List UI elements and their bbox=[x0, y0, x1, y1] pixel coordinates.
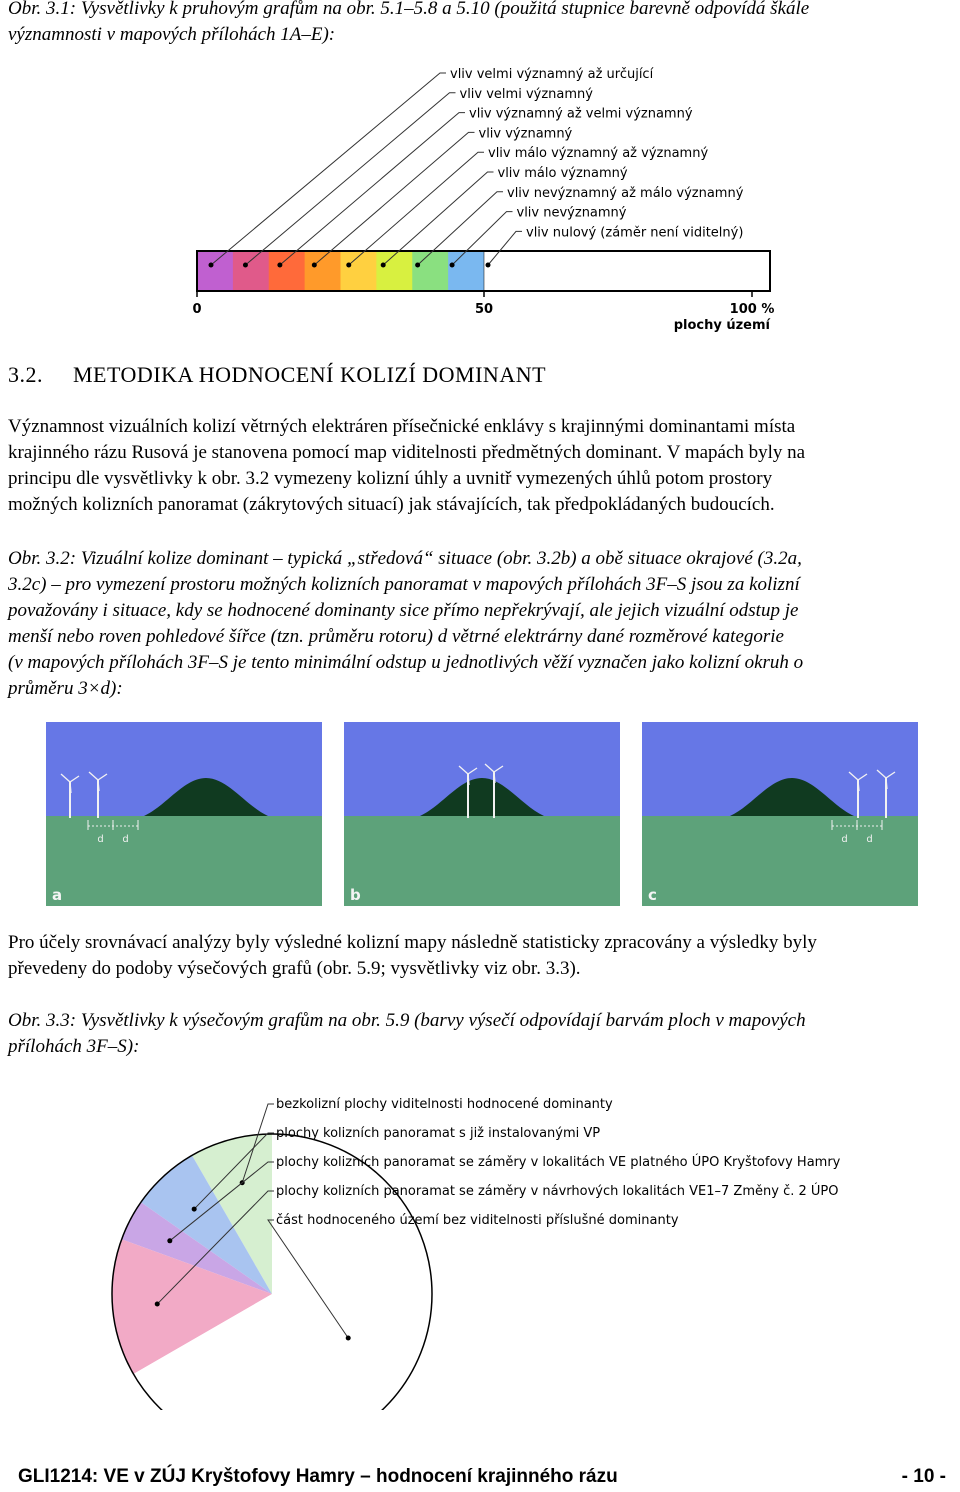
legend-label: vliv nevýznamný bbox=[516, 205, 627, 221]
leader-line bbox=[245, 93, 455, 265]
marker-dot bbox=[346, 1336, 351, 1341]
legend-label: vliv velmi významný bbox=[459, 86, 593, 102]
paragraph-1 bbox=[8, 414, 956, 518]
legend-label: vliv nulový (záměr není viditelný) bbox=[526, 225, 744, 241]
legend-label: část hodnoceného území bez viditelnosti příslušné dominanty bbox=[276, 1213, 679, 1228]
tick-label: 100 % bbox=[729, 302, 775, 317]
ground bbox=[344, 816, 620, 906]
paragraph-2 bbox=[8, 930, 956, 982]
panel-label: b bbox=[350, 886, 361, 904]
pie-legend-figure bbox=[0, 1080, 960, 1410]
leader-line bbox=[349, 152, 484, 265]
leader-line bbox=[211, 73, 446, 265]
legend-label: plochy kolizních panoramat se záměry v lokalitách VE platného ÚPO Kryštofovy Hamry bbox=[276, 1155, 841, 1170]
legend-label: vliv nevýznamný až málo významný bbox=[507, 185, 744, 201]
bar-segment bbox=[484, 251, 770, 291]
panel-b bbox=[344, 722, 620, 906]
marker-dot bbox=[312, 263, 317, 268]
d-label: d bbox=[866, 834, 873, 845]
marker-dot bbox=[381, 263, 386, 268]
marker-dot bbox=[486, 263, 491, 268]
text-line: Významnost vizuálních kolizí větrných elektráren přísečnické enklávy s krajinnými dominantami místa bbox=[8, 416, 796, 437]
ground bbox=[46, 816, 322, 906]
bar-segment bbox=[448, 251, 484, 291]
d-label: d bbox=[97, 834, 104, 845]
section-number: 3.2. bbox=[8, 362, 43, 387]
section-heading bbox=[8, 362, 546, 388]
axis-unit-label: plochy území bbox=[673, 318, 770, 333]
tick-label: 0 bbox=[192, 302, 202, 317]
leader-line bbox=[314, 132, 474, 265]
marker-dot bbox=[277, 263, 282, 268]
section-title: METODIKA HODNOCENÍ KOLIZÍ DOMINANT bbox=[73, 362, 547, 387]
text-line: Pro účely srovnávací analýzy byly výsledné kolizní mapy následně statisticky zpracovány a výsledky byly bbox=[8, 932, 817, 953]
text-line: převedeny do podoby výsečových grafů (obr. 5.9; vysvětlivky viz obr. 3.3). bbox=[8, 958, 581, 979]
bar-segment bbox=[197, 251, 233, 291]
caption-line: přílohách 3F–S): bbox=[8, 1036, 140, 1057]
caption-3-2 bbox=[8, 546, 956, 702]
marker-dot bbox=[450, 263, 455, 268]
legend-label: vliv málo významný bbox=[497, 166, 628, 181]
marker-dot bbox=[167, 1238, 172, 1243]
caption-3-3 bbox=[8, 1008, 956, 1060]
panel-label: a bbox=[52, 886, 63, 904]
tick-label: 50 bbox=[474, 302, 494, 317]
legend-label: vliv významný bbox=[478, 126, 573, 142]
bar-legend-figure bbox=[0, 55, 960, 345]
caption-line: považovány i situace, kdy se hodnocené dominanty sice přímo nepřekrývají, ale jejich vizuální odstup je bbox=[8, 600, 799, 621]
caption-line: (v mapových přílohách 3F–S je tento minimální odstup u jednotlivých věží vyznačen jako kolizní okruh o bbox=[8, 652, 804, 673]
panel-a bbox=[46, 722, 322, 906]
legend-label: plochy kolizních panoramat s již instalovanými VP bbox=[276, 1126, 601, 1141]
caption-3-1 bbox=[8, 0, 953, 48]
caption-line: 3.2c) – pro vymezení prostoru možných kolizních panoramat v mapových přílohách 3F–S jsou za kolizní bbox=[8, 574, 800, 595]
legend-label: vliv velmi významný až určující bbox=[450, 67, 654, 82]
panel-c bbox=[642, 722, 918, 906]
caption-line: Obr. 3.1: Vysvětlivky k pruhovým grafům na obr. 5.1–5.8 a 5.10 (použitá stupnice barevně odpovídá škále bbox=[8, 0, 810, 19]
marker-dot bbox=[346, 263, 351, 268]
caption-line: průměru 3×d): bbox=[8, 678, 123, 699]
page-number: - 10 - bbox=[901, 1466, 946, 1487]
bar-segment bbox=[341, 251, 377, 291]
marker-dot bbox=[209, 263, 214, 268]
marker-dot bbox=[155, 1302, 160, 1307]
marker-dot bbox=[415, 263, 420, 268]
bar-segment bbox=[412, 251, 448, 291]
legend-label: plochy kolizních panoramat se záměry v návrhových lokalitách VE1–7 Změny č. 2 ÚPO bbox=[276, 1184, 839, 1199]
caption-line: Obr. 3.3: Vysvětlivky k výsečovým grafům na obr. 5.9 (barvy výsečí odpovídají barvám ploch v mapových bbox=[8, 1010, 806, 1031]
text-line: krajinného rázu Rusová je stanovena pomocí map viditelnosti předmětných dominant. V mapách byly na bbox=[8, 442, 806, 463]
footer-title: GLI1214: VE v ZÚJ Kryštofovy Hamry – hodnocení krajinného rázu bbox=[18, 1466, 618, 1487]
legend-label: bezkolizní plochy viditelnosti hodnocené dominanty bbox=[276, 1097, 613, 1112]
legend-label: vliv málo významný až významný bbox=[488, 146, 709, 162]
bar-segment bbox=[233, 251, 269, 291]
caption-line: menší nebo roven pohledové šířce (tzn. průměru rotoru) d větrné elektrárny dané rozměrové kategorie bbox=[8, 626, 784, 647]
d-label: d bbox=[841, 834, 848, 845]
caption-line: významnosti v mapových přílohách 1A–E): bbox=[8, 24, 336, 45]
marker-dot bbox=[243, 263, 248, 268]
bar-segment bbox=[305, 251, 341, 291]
text-line: možných kolizních panoramat (zákrytových situací) jak stávajících, tak předpokládaných budoucích. bbox=[8, 494, 775, 515]
caption-line: Obr. 3.2: Vizuální kolize dominant – typická „středová“ situace (obr. 3.2b) a obě situace okrajové (3.2a, bbox=[8, 548, 802, 569]
bar-segment bbox=[269, 251, 305, 291]
bar-segment bbox=[376, 251, 412, 291]
legend-label: vliv významný až velmi významný bbox=[469, 106, 693, 122]
marker-dot bbox=[192, 1207, 197, 1212]
panel-label: c bbox=[648, 886, 657, 904]
ground bbox=[642, 816, 918, 906]
d-label: d bbox=[122, 834, 129, 845]
leader-line bbox=[280, 113, 465, 265]
text-line: principu dle vysvětlivky k obr. 3.2 vymezeny kolizní úhly a uvnitř vymezených úhlů potom prostory bbox=[8, 468, 773, 489]
